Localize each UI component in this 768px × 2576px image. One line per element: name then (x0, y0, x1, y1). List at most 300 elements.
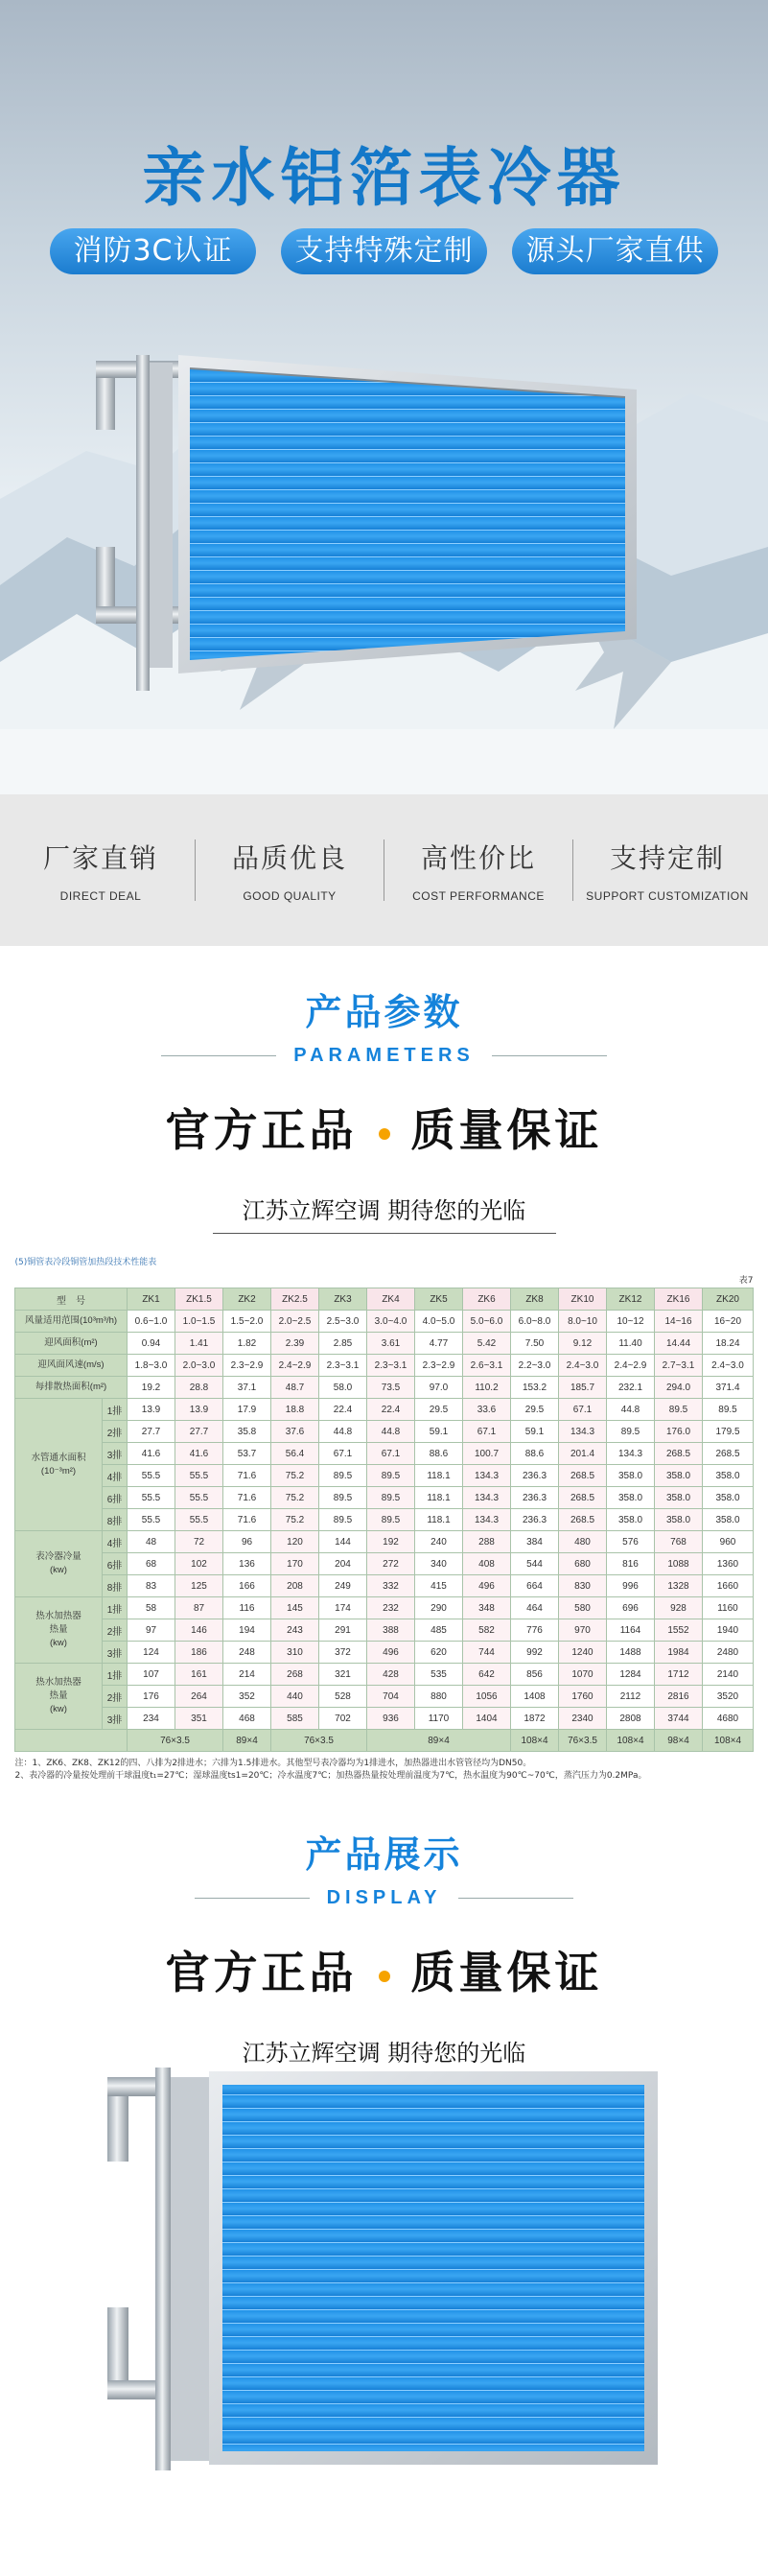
table-cell: 75.2 (271, 1487, 319, 1509)
table-cell: 291 (319, 1619, 367, 1642)
table-cell: 4.77 (415, 1333, 463, 1355)
table-cell: 48.7 (271, 1377, 319, 1399)
table-cell: 89.5 (607, 1421, 655, 1443)
table-cell: 89.5 (367, 1487, 415, 1509)
table-cell: 468 (223, 1708, 271, 1730)
table-cell: 268.5 (559, 1487, 607, 1509)
table-row (15, 1487, 754, 1509)
table-cell: 585 (271, 1708, 319, 1730)
table-cell: 240 (415, 1531, 463, 1553)
table-cell: 2808 (607, 1708, 655, 1730)
table-cell: 358.0 (607, 1465, 655, 1487)
table-cell: 71.6 (223, 1509, 271, 1531)
table-cell: 96 (223, 1531, 271, 1553)
table-cell: 208 (271, 1575, 319, 1597)
table-cell: 4680 (703, 1708, 754, 1730)
table-cell: 89.5 (319, 1509, 367, 1531)
table-cell: 358.0 (703, 1509, 754, 1531)
divider (213, 1233, 556, 1234)
table-cell: 13.9 (175, 1399, 223, 1421)
table-cell: 232 (367, 1597, 415, 1619)
table-cell: 67.1 (463, 1421, 511, 1443)
table-cell: 110.2 (463, 1377, 511, 1399)
table-cell: 371.4 (703, 1377, 754, 1399)
table-cell: 2.0~3.0 (175, 1355, 223, 1377)
welcome-text: 江苏立辉空调 期待您的光临 (242, 2040, 526, 2067)
table-cell: 89.5 (367, 1509, 415, 1531)
table-cell: 408 (463, 1553, 511, 1575)
table-cell: 2.4~2.9 (607, 1355, 655, 1377)
table-cell: 544 (511, 1553, 559, 1575)
tag-custom: 支持特殊定制 (281, 228, 487, 274)
table-row (15, 1664, 754, 1686)
table-note: 注：1、ZK6、ZK8、ZK12的四、八排为2排进水；六排为1.5排进水。其他型号表冷器均为1排进水，加热器进出水管管径均为DN50。 2、表冷器的冷量按处理前干球温度t₁=27℃；湿球温度ts1=20℃；冷水温度7℃；加热器热量按处理前温度为7℃，热水温度为90℃~70℃，蒸汽压力为0.2MPa。 (14, 1759, 647, 1781)
table-cell: 535 (415, 1664, 463, 1686)
table-cell: 1872 (511, 1708, 559, 1730)
table-cell: 340 (415, 1553, 463, 1575)
table-cell: 358.0 (655, 1509, 703, 1531)
header-cell: 型 号 (15, 1288, 128, 1311)
table-cell: 744 (463, 1642, 511, 1664)
table-row (15, 1421, 754, 1443)
table-cell: 89.5 (655, 1399, 703, 1421)
table-cell: 996 (607, 1575, 655, 1597)
table-cell: 3744 (655, 1708, 703, 1730)
table-cell: 2.5~3.0 (319, 1311, 367, 1333)
table-cell: 2.7~3.1 (655, 1355, 703, 1377)
table-cell: 664 (511, 1575, 559, 1597)
table-cell: 125 (175, 1575, 223, 1597)
table-cell: 1328 (655, 1575, 703, 1597)
table-cell: 2340 (559, 1708, 607, 1730)
table-cell: 166 (223, 1575, 271, 1597)
table-cell: 496 (463, 1575, 511, 1597)
table-cell: 1070 (559, 1664, 607, 1686)
table-cell: 55.5 (175, 1487, 223, 1509)
feature-subtitle: SUPPORT CUSTOMIZATION (586, 889, 749, 903)
row-label: 风量适用范围(10³m³/h) (15, 1311, 128, 1333)
header-cell: ZK5 (415, 1288, 463, 1311)
table-row (15, 1553, 754, 1575)
table-cell: 480 (559, 1531, 607, 1553)
row-label: 3排 (103, 1642, 128, 1664)
table-cell: 2.3~3.1 (367, 1355, 415, 1377)
table-cell: 776 (511, 1619, 559, 1642)
table-cell: 1360 (703, 1553, 754, 1575)
header-cell: ZK6 (463, 1288, 511, 1311)
table-cell: 290 (415, 1597, 463, 1619)
slogan-left: 官方正品 (165, 1104, 358, 1156)
row-label: 8排 (103, 1509, 128, 1531)
table-cell: 580 (559, 1597, 607, 1619)
section-subtitle-row (0, 1887, 768, 1909)
table-row (15, 1355, 754, 1377)
table-cell: 134.3 (463, 1487, 511, 1509)
table-cell: 680 (559, 1553, 607, 1575)
table-cell: 1660 (703, 1575, 754, 1597)
table-cell: 768 (655, 1531, 703, 1553)
table-cell: 268 (271, 1664, 319, 1686)
divider (492, 1055, 607, 1056)
table-row (15, 1619, 754, 1642)
table-cell: 236.3 (511, 1509, 559, 1531)
row-label: 4排 (103, 1465, 128, 1487)
table-cell: 41.6 (128, 1443, 175, 1465)
display-section (0, 1783, 768, 2076)
welcome-text: 江苏立辉空调 期待您的光临 (242, 1197, 526, 1224)
table-cell: 146 (175, 1619, 223, 1642)
table-cell: 936 (367, 1708, 415, 1730)
row-label: 1排 (103, 1597, 128, 1619)
table-cell: 268.5 (559, 1465, 607, 1487)
table-cell: 29.5 (415, 1399, 463, 1421)
table-cell: 108×4 (703, 1730, 754, 1752)
table-cell: 28.8 (175, 1377, 223, 1399)
table-cell: 58 (128, 1597, 175, 1619)
table-cell: 161 (175, 1664, 223, 1686)
table-cell: 2.3~3.1 (319, 1355, 367, 1377)
table-cell: 11.40 (607, 1333, 655, 1355)
slogan-right: 质量保证 (410, 1104, 603, 1156)
table-cell: 22.4 (367, 1399, 415, 1421)
table-cell: 37.1 (223, 1377, 271, 1399)
table-cell: 13.9 (128, 1399, 175, 1421)
table-row (15, 1465, 754, 1487)
table-cell: 1940 (703, 1619, 754, 1642)
feature-title: 品质优良 (231, 842, 347, 874)
header-cell: ZK16 (655, 1288, 703, 1311)
table-cell: 134.3 (559, 1421, 607, 1443)
table-cell: 1.82 (223, 1333, 271, 1355)
table-cell: 236.3 (511, 1465, 559, 1487)
table-cell: 89.5 (319, 1487, 367, 1509)
table-row (15, 1730, 754, 1752)
table-cell: 1160 (703, 1597, 754, 1619)
table-cell: 358.0 (703, 1465, 754, 1487)
table-cell: 1284 (607, 1664, 655, 1686)
table-cell: 71.6 (223, 1465, 271, 1487)
table-cell: 22.4 (319, 1399, 367, 1421)
header-cell: ZK12 (607, 1288, 655, 1311)
table-cell: 816 (607, 1553, 655, 1575)
row-label: 4排 (103, 1531, 128, 1553)
table-cell: 18.24 (703, 1333, 754, 1355)
table-cell: 388 (367, 1619, 415, 1642)
table-cell: 236.3 (511, 1487, 559, 1509)
table-row (15, 1642, 754, 1664)
table-cell: 72 (175, 1531, 223, 1553)
table-cell: 33.6 (463, 1399, 511, 1421)
table-cell: 6.0~8.0 (511, 1311, 559, 1333)
table-cell: 107 (128, 1664, 175, 1686)
table-cell: 352 (223, 1686, 271, 1708)
table-cell: 5.0~6.0 (463, 1311, 511, 1333)
table-cell: 120 (271, 1531, 319, 1553)
table-row (15, 1377, 754, 1399)
table-cell: 642 (463, 1664, 511, 1686)
table-cell: 27.7 (175, 1421, 223, 1443)
header-cell: ZK10 (559, 1288, 607, 1311)
table-cell: 174 (319, 1597, 367, 1619)
table-cell: 87 (175, 1597, 223, 1619)
section-subtitle-en: PARAMETERS (293, 1045, 475, 1066)
table-cell: 358.0 (655, 1487, 703, 1509)
tag-3c-cert: 消防3C认证 (50, 228, 256, 274)
feature-bar (0, 794, 768, 946)
header-cell: ZK1 (128, 1288, 175, 1311)
row-label: 3排 (103, 1443, 128, 1465)
table-cell: 288 (463, 1531, 511, 1553)
table-row (15, 1597, 754, 1619)
section-title: 产品展示 (305, 1833, 463, 1876)
table-row (15, 1575, 754, 1597)
feature-good-quality (196, 838, 384, 903)
header-cell: ZK1.5 (175, 1288, 223, 1311)
table-cell: 19.2 (128, 1377, 175, 1399)
table-cell: 248 (223, 1642, 271, 1664)
table-cell: 272 (367, 1553, 415, 1575)
table-cell: 153.2 (511, 1377, 559, 1399)
table-cell: 415 (415, 1575, 463, 1597)
table-cell: 73.5 (367, 1377, 415, 1399)
table-cell: 116 (223, 1597, 271, 1619)
table-cell: 14~16 (655, 1311, 703, 1333)
table-cell: 696 (607, 1597, 655, 1619)
table-cell: 67.1 (367, 1443, 415, 1465)
table-cell: 310 (271, 1642, 319, 1664)
table-cell: 89.5 (703, 1399, 754, 1421)
table-cell: 67.1 (319, 1443, 367, 1465)
table-cell: 3.61 (367, 1333, 415, 1355)
table-cell: 170 (271, 1553, 319, 1575)
dot-icon (379, 1971, 390, 1982)
table-cell: 98×4 (655, 1730, 703, 1752)
table-cell: 102 (175, 1553, 223, 1575)
table-cell: 55.5 (175, 1509, 223, 1531)
table-cell: 179.5 (703, 1421, 754, 1443)
table-cell: 88.6 (415, 1443, 463, 1465)
table-cell: 249 (319, 1575, 367, 1597)
table-cell: 9.12 (559, 1333, 607, 1355)
table-cell: 55.5 (175, 1465, 223, 1487)
table-cell: 76×3.5 (271, 1730, 367, 1752)
table-cell: 358.0 (655, 1465, 703, 1487)
table-cell: 1552 (655, 1619, 703, 1642)
table-cell: 992 (511, 1642, 559, 1664)
group-label: 热水加热器 热量 (kw) (15, 1597, 103, 1664)
table-cell: 194 (223, 1619, 271, 1642)
row-label: 8排 (103, 1575, 128, 1597)
feature-title: 高性价比 (420, 842, 536, 874)
table-cell: 620 (415, 1642, 463, 1664)
table-cell: 97 (128, 1619, 175, 1642)
feature-direct-deal (7, 838, 195, 903)
table-cell: 48 (128, 1531, 175, 1553)
table-cell: 10~12 (607, 1311, 655, 1333)
table-cell: 185.7 (559, 1377, 607, 1399)
header-cell: ZK3 (319, 1288, 367, 1311)
table-row (15, 1311, 754, 1333)
header-cell: ZK20 (703, 1288, 754, 1311)
table-cell: 124 (128, 1642, 175, 1664)
table-cell: 582 (463, 1619, 511, 1642)
row-label (15, 1730, 128, 1752)
table-cell: 372 (319, 1642, 367, 1664)
table-row (15, 1708, 754, 1730)
table-cell: 384 (511, 1531, 559, 1553)
table-cell: 37.6 (271, 1421, 319, 1443)
table-cell: 928 (655, 1597, 703, 1619)
table-number: 表7 (738, 1276, 754, 1286)
section-subtitle-row (0, 1045, 768, 1067)
table-cell: 428 (367, 1664, 415, 1686)
table-cell: 89.5 (319, 1465, 367, 1487)
table-cell: 89×4 (223, 1730, 271, 1752)
row-label: 迎风面风速(m/s) (15, 1355, 128, 1377)
table-cell: 1408 (511, 1686, 559, 1708)
slogan-left: 官方正品 (165, 1947, 358, 1998)
table-cell: 59.1 (511, 1421, 559, 1443)
table-cell: 67.1 (559, 1399, 607, 1421)
table-cell: 880 (415, 1686, 463, 1708)
table-cell: 528 (319, 1686, 367, 1708)
table-cell: 108×4 (511, 1730, 559, 1752)
table-cell: 55.5 (128, 1509, 175, 1531)
table-cell: 358.0 (607, 1509, 655, 1531)
table-cell: 53.7 (223, 1443, 271, 1465)
table-cell: 192 (367, 1531, 415, 1553)
table-cell: 136 (223, 1553, 271, 1575)
table-cell: 321 (319, 1664, 367, 1686)
spec-table (14, 1288, 754, 1752)
table-cell: 1760 (559, 1686, 607, 1708)
slogan (0, 1096, 768, 1159)
table-cell: 1170 (415, 1708, 463, 1730)
table-cell: 268.5 (559, 1509, 607, 1531)
group-label: 热水加热器 热量 (kw) (15, 1664, 103, 1730)
table-cell: 1.5~2.0 (223, 1311, 271, 1333)
table-cell: 14.44 (655, 1333, 703, 1355)
table-cell: 332 (367, 1575, 415, 1597)
table-cell: 44.8 (367, 1421, 415, 1443)
table-cell: 89.5 (367, 1465, 415, 1487)
table-cell: 108×4 (607, 1730, 655, 1752)
table-cell: 2.0~2.5 (271, 1311, 319, 1333)
tag-factory: 源头厂家直供 (512, 228, 718, 274)
parameters-section (0, 946, 768, 1783)
table-cell: 201.4 (559, 1443, 607, 1465)
table-cell: 8.0~10 (559, 1311, 607, 1333)
row-label: 每排散热面积(m²) (15, 1377, 128, 1399)
feature-title: 支持定制 (609, 842, 725, 874)
table-cell: 145 (271, 1597, 319, 1619)
table-cell: 56.4 (271, 1443, 319, 1465)
table-cell: 58.0 (319, 1377, 367, 1399)
table-cell: 702 (319, 1708, 367, 1730)
table-cell: 2480 (703, 1642, 754, 1664)
table-cell: 232.1 (607, 1377, 655, 1399)
table-row (15, 1509, 754, 1531)
table-cell: 35.8 (223, 1421, 271, 1443)
table-cell: 2.4~3.0 (559, 1355, 607, 1377)
divider (458, 1898, 573, 1899)
table-cell: 68 (128, 1553, 175, 1575)
table-cell: 1488 (607, 1642, 655, 1664)
table-cell: 75.2 (271, 1509, 319, 1531)
row-label: 6排 (103, 1487, 128, 1509)
table-cell: 176 (128, 1686, 175, 1708)
table-cell: 1984 (655, 1642, 703, 1664)
row-label: 3排 (103, 1708, 128, 1730)
table-cell: 144 (319, 1531, 367, 1553)
header-cell: ZK8 (511, 1288, 559, 1311)
table-cell: 348 (463, 1597, 511, 1619)
table-cell: 485 (415, 1619, 463, 1642)
table-cell: 0.6~1.0 (128, 1311, 175, 1333)
table-cell: 44.8 (319, 1421, 367, 1443)
slogan-right: 质量保证 (410, 1947, 603, 1998)
table-cell: 2.85 (319, 1333, 367, 1355)
table-cell: 134.3 (463, 1509, 511, 1531)
table-cell: 4.0~5.0 (415, 1311, 463, 1333)
table-cell: 464 (511, 1597, 559, 1619)
table-cell: 830 (559, 1575, 607, 1597)
table-cell: 176.0 (655, 1421, 703, 1443)
table-cell: 704 (367, 1686, 415, 1708)
table-cell: 1088 (655, 1553, 703, 1575)
hero-banner (0, 0, 768, 794)
table-cell: 75.2 (271, 1465, 319, 1487)
table-cell: 2140 (703, 1664, 754, 1686)
table-cell: 97.0 (415, 1377, 463, 1399)
feature-subtitle: DIRECT DEAL (59, 889, 142, 903)
table-cell: 2.4~3.0 (703, 1355, 754, 1377)
table-cell: 1.41 (175, 1333, 223, 1355)
slogan (0, 1938, 768, 2001)
table-cell: 358.0 (703, 1487, 754, 1509)
feature-cost-performance (384, 838, 572, 903)
table-cell: 1404 (463, 1708, 511, 1730)
section-title: 产品参数 (305, 991, 463, 1033)
table-row (15, 1399, 754, 1421)
header-cell: ZK2.5 (271, 1288, 319, 1311)
table-cell: 970 (559, 1619, 607, 1642)
table-cell: 76×3.5 (559, 1730, 607, 1752)
feature-customization (573, 838, 761, 903)
header-cell: ZK4 (367, 1288, 415, 1311)
table-cell: 134.3 (463, 1465, 511, 1487)
table-cell: 204 (319, 1553, 367, 1575)
header-cell: ZK2 (223, 1288, 271, 1311)
row-label: 1排 (103, 1399, 128, 1421)
table-cell: 2.3~2.9 (223, 1355, 271, 1377)
table-cell: 496 (367, 1642, 415, 1664)
table-cell: 268.5 (703, 1443, 754, 1465)
table-row (15, 1686, 754, 1708)
table-cell: 89×4 (367, 1730, 511, 1752)
row-label: 6排 (103, 1553, 128, 1575)
table-row (15, 1333, 754, 1355)
table-cell: 3520 (703, 1686, 754, 1708)
table-cell: 264 (175, 1686, 223, 1708)
table-cell: 351 (175, 1708, 223, 1730)
table-cell: 118.1 (415, 1465, 463, 1487)
table-cell: 71.6 (223, 1487, 271, 1509)
table-cell: 27.7 (128, 1421, 175, 1443)
row-label: 2排 (103, 1686, 128, 1708)
section-subtitle-en: DISPLAY (326, 1887, 442, 1908)
table-cell: 294.0 (655, 1377, 703, 1399)
